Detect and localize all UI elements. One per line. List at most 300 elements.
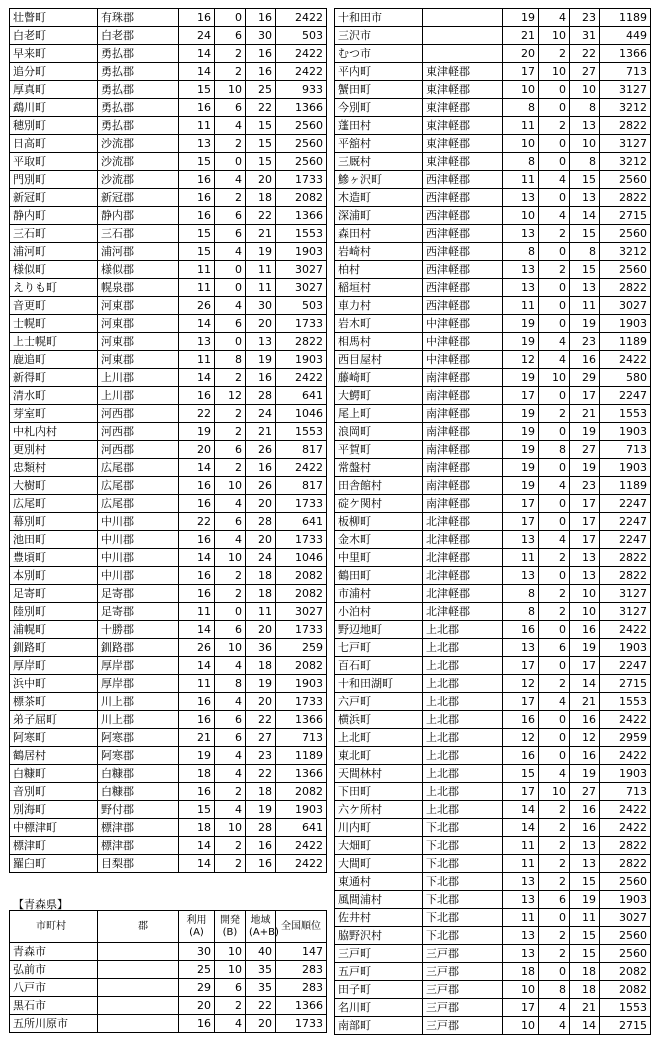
cell-usage: 14 <box>179 549 215 567</box>
cell-rank: 1733 <box>276 621 327 639</box>
cell-district: 西津軽郡 <box>423 261 503 279</box>
cell-region: 19 <box>246 675 276 693</box>
cell-usage: 17 <box>503 513 539 531</box>
cell-development: 4 <box>539 999 570 1017</box>
cell-district: 様似郡 <box>98 261 179 279</box>
cell-municipality: 中札内村 <box>10 423 98 441</box>
cell-region: 16 <box>246 9 276 27</box>
cell-development: 10 <box>215 819 246 837</box>
cell-region: 18 <box>246 783 276 801</box>
cell-development: 10 <box>539 369 570 387</box>
table-row <box>335 135 651 153</box>
cell-district: 阿寒郡 <box>98 747 179 765</box>
cell-development: 6 <box>215 621 246 639</box>
table-row <box>335 729 651 747</box>
cell-region: 22 <box>246 997 276 1015</box>
cell-usage: 16 <box>179 99 215 117</box>
table-row <box>335 639 651 657</box>
header-development: 開発(B) <box>215 911 246 943</box>
cell-district: 中川郡 <box>98 513 179 531</box>
table-row <box>335 945 651 963</box>
cell-rank: 2422 <box>276 459 327 477</box>
cell-district: 十勝郡 <box>98 621 179 639</box>
cell-municipality: 市浦村 <box>335 585 423 603</box>
cell-rank: 1366 <box>276 711 327 729</box>
cell-rank: 1189 <box>600 9 651 27</box>
cell-district: 川上郡 <box>98 711 179 729</box>
cell-rank: 2560 <box>276 153 327 171</box>
cell-development: 4 <box>539 693 570 711</box>
cell-region: 13 <box>570 837 600 855</box>
cell-municipality: 浦幌町 <box>10 621 98 639</box>
cell-development: 10 <box>215 961 246 979</box>
cell-development: 4 <box>215 531 246 549</box>
cell-development: 4 <box>215 657 246 675</box>
cell-rank: 2715 <box>600 207 651 225</box>
cell-district: 勇払郡 <box>98 81 179 99</box>
cell-rank: 3212 <box>600 99 651 117</box>
cell-rank: 1733 <box>276 1015 327 1033</box>
cell-usage: 14 <box>179 621 215 639</box>
cell-rank: 1046 <box>276 405 327 423</box>
cell-rank: 2082 <box>600 981 651 999</box>
cell-region: 19 <box>246 351 276 369</box>
cell-development: 2 <box>215 855 246 873</box>
cell-district: 三石郡 <box>98 225 179 243</box>
aomori-towns-table <box>334 8 651 1035</box>
cell-rank: 1903 <box>600 639 651 657</box>
cell-development: 8 <box>539 981 570 999</box>
cell-usage: 13 <box>503 639 539 657</box>
cell-district: 下北郡 <box>423 837 503 855</box>
table-row <box>335 369 651 387</box>
cell-municipality: 鰺ヶ沢町 <box>335 171 423 189</box>
aomori-cities-table-body <box>10 911 327 1033</box>
cell-municipality: むつ市 <box>335 45 423 63</box>
cell-usage: 16 <box>179 693 215 711</box>
cell-region: 14 <box>570 675 600 693</box>
cell-municipality: 白老町 <box>10 27 98 45</box>
table-row <box>10 261 327 279</box>
cell-rank: 283 <box>276 961 327 979</box>
cell-municipality: 大鰐町 <box>335 387 423 405</box>
cell-rank: 1366 <box>276 997 327 1015</box>
cell-district: 上北郡 <box>423 729 503 747</box>
cell-region: 27 <box>246 729 276 747</box>
cell-development: 2 <box>215 405 246 423</box>
table-row <box>335 567 651 585</box>
cell-region: 23 <box>570 9 600 27</box>
cell-usage: 19 <box>503 333 539 351</box>
cell-district: 広尾郡 <box>98 495 179 513</box>
cell-development: 0 <box>215 603 246 621</box>
cell-district: 上北郡 <box>423 675 503 693</box>
cell-district: 白糠郡 <box>98 783 179 801</box>
cell-municipality: 五戸町 <box>335 963 423 981</box>
cell-development: 4 <box>539 531 570 549</box>
cell-usage: 8 <box>503 99 539 117</box>
cell-rank: 641 <box>276 819 327 837</box>
table-row <box>10 603 327 621</box>
cell-district: 東津軽郡 <box>423 81 503 99</box>
cell-district: 勇払郡 <box>98 45 179 63</box>
cell-usage: 21 <box>503 27 539 45</box>
cell-rank: 1046 <box>276 549 327 567</box>
cell-development: 2 <box>215 45 246 63</box>
cell-development: 10 <box>215 549 246 567</box>
cell-district: 下北郡 <box>423 909 503 927</box>
cell-rank: 2715 <box>600 1017 651 1035</box>
cell-development: 0 <box>539 99 570 117</box>
cell-region: 16 <box>246 459 276 477</box>
table-row <box>335 459 651 477</box>
cell-region: 35 <box>246 961 276 979</box>
cell-rank: 817 <box>276 477 327 495</box>
cell-district: 上北郡 <box>423 801 503 819</box>
table-row <box>10 387 327 405</box>
cell-region: 18 <box>570 963 600 981</box>
cell-region: 18 <box>246 567 276 585</box>
cell-municipality: 中里町 <box>335 549 423 567</box>
cell-municipality: 釧路町 <box>10 639 98 657</box>
table-row <box>335 675 651 693</box>
cell-region: 10 <box>570 603 600 621</box>
cell-usage: 18 <box>179 819 215 837</box>
cell-region: 19 <box>570 639 600 657</box>
cell-development: 4 <box>539 171 570 189</box>
table-row <box>10 243 327 261</box>
cell-district: 河東郡 <box>98 333 179 351</box>
cell-region: 27 <box>570 783 600 801</box>
cell-district: 上北郡 <box>423 783 503 801</box>
cell-development: 2 <box>539 225 570 243</box>
cell-municipality: 中標津町 <box>10 819 98 837</box>
cell-rank: 933 <box>276 81 327 99</box>
table-row <box>335 783 651 801</box>
cell-rank: 503 <box>276 297 327 315</box>
cell-rank: 1903 <box>600 891 651 909</box>
table-row <box>10 153 327 171</box>
cell-district: 中津軽郡 <box>423 351 503 369</box>
cell-municipality: 清水町 <box>10 387 98 405</box>
cell-municipality: 早来町 <box>10 45 98 63</box>
table-row <box>10 855 327 873</box>
cell-municipality: 厚岸町 <box>10 657 98 675</box>
cell-development: 6 <box>215 27 246 45</box>
cell-rank: 259 <box>276 639 327 657</box>
cell-rank: 2082 <box>600 963 651 981</box>
cell-rank: 1903 <box>600 459 651 477</box>
cell-municipality: 大畑町 <box>335 837 423 855</box>
table-row <box>10 171 327 189</box>
cell-district: 西津軽郡 <box>423 243 503 261</box>
cell-district: 西津軽郡 <box>423 279 503 297</box>
cell-usage: 16 <box>503 747 539 765</box>
cell-district: 北津軽郡 <box>423 567 503 585</box>
cell-region: 22 <box>246 765 276 783</box>
cell-development: 4 <box>215 1015 246 1033</box>
cell-rank: 2560 <box>276 117 327 135</box>
cell-municipality: 十和田市 <box>335 9 423 27</box>
cell-region: 20 <box>246 495 276 513</box>
table-row <box>335 873 651 891</box>
cell-district: 下北郡 <box>423 855 503 873</box>
cell-municipality: 森田村 <box>335 225 423 243</box>
cell-rank: 2560 <box>600 261 651 279</box>
cell-region: 15 <box>246 135 276 153</box>
cell-region: 13 <box>570 549 600 567</box>
cell-usage: 18 <box>179 765 215 783</box>
cell-district: 中津軽郡 <box>423 333 503 351</box>
cell-usage: 19 <box>503 423 539 441</box>
cell-usage: 16 <box>179 9 215 27</box>
cell-district: 河東郡 <box>98 351 179 369</box>
cell-rank: 2082 <box>276 657 327 675</box>
cell-district: 上北郡 <box>423 639 503 657</box>
cell-rank: 2082 <box>276 585 327 603</box>
table-row <box>335 855 651 873</box>
cell-rank: 2082 <box>276 567 327 585</box>
cell-region: 16 <box>246 855 276 873</box>
cell-usage: 16 <box>179 477 215 495</box>
cell-district: 東津軽郡 <box>423 153 503 171</box>
cell-usage: 15 <box>179 153 215 171</box>
cell-rank: 3027 <box>276 279 327 297</box>
table-row <box>10 405 327 423</box>
table-row <box>335 603 651 621</box>
cell-rank: 2822 <box>600 837 651 855</box>
cell-municipality: 門別町 <box>10 171 98 189</box>
aomori-section-title: 【青森県】 <box>13 898 68 911</box>
cell-usage: 13 <box>503 279 539 297</box>
cell-municipality: 浜中町 <box>10 675 98 693</box>
cell-district <box>423 27 503 45</box>
cell-district <box>98 1015 179 1033</box>
cell-region: 36 <box>246 639 276 657</box>
cell-usage: 17 <box>503 495 539 513</box>
cell-rank: 817 <box>276 441 327 459</box>
cell-usage: 16 <box>179 387 215 405</box>
cell-municipality: 車力村 <box>335 297 423 315</box>
cell-municipality: 様似町 <box>10 261 98 279</box>
cell-usage: 11 <box>503 297 539 315</box>
cell-usage: 10 <box>503 207 539 225</box>
cell-district: 足寄郡 <box>98 603 179 621</box>
cell-municipality: 板柳町 <box>335 513 423 531</box>
table-row <box>335 747 651 765</box>
cell-region: 15 <box>570 873 600 891</box>
cell-municipality: 足寄町 <box>10 585 98 603</box>
cell-municipality: 川内町 <box>335 819 423 837</box>
cell-usage: 18 <box>503 963 539 981</box>
cell-region: 17 <box>570 495 600 513</box>
cell-municipality: 七戸町 <box>335 639 423 657</box>
cell-region: 22 <box>246 99 276 117</box>
table-row <box>335 405 651 423</box>
cell-rank: 2560 <box>600 927 651 945</box>
hokkaido-table <box>9 8 327 873</box>
cell-municipality: 鹿追町 <box>10 351 98 369</box>
cell-usage: 14 <box>179 657 215 675</box>
header-municipality: 市町村 <box>10 911 98 943</box>
cell-district: 下北郡 <box>423 873 503 891</box>
cell-usage: 13 <box>503 873 539 891</box>
cell-rank: 1903 <box>600 315 651 333</box>
cell-usage: 15 <box>179 225 215 243</box>
cell-usage: 16 <box>179 189 215 207</box>
cell-development: 2 <box>539 819 570 837</box>
cell-usage: 17 <box>503 63 539 81</box>
cell-municipality: 佐井村 <box>335 909 423 927</box>
cell-development: 0 <box>215 279 246 297</box>
cell-municipality: 羅臼町 <box>10 855 98 873</box>
cell-region: 28 <box>246 387 276 405</box>
cell-development: 8 <box>215 675 246 693</box>
table-row <box>10 279 327 297</box>
cell-region: 19 <box>246 801 276 819</box>
cell-development: 0 <box>539 621 570 639</box>
cell-development: 0 <box>539 243 570 261</box>
cell-municipality: 黒石市 <box>10 997 98 1015</box>
cell-usage: 10 <box>503 1017 539 1035</box>
cell-municipality: 風間浦村 <box>335 891 423 909</box>
cell-rank: 1903 <box>600 423 651 441</box>
cell-district: 西津軽郡 <box>423 297 503 315</box>
cell-municipality: 金木町 <box>335 531 423 549</box>
table-row <box>335 117 651 135</box>
cell-development: 4 <box>215 297 246 315</box>
cell-development: 0 <box>539 657 570 675</box>
table-row <box>335 1017 651 1035</box>
cell-district: 南津軽郡 <box>423 477 503 495</box>
cell-rank: 713 <box>600 441 651 459</box>
cell-municipality: 追分町 <box>10 63 98 81</box>
table-row <box>10 9 327 27</box>
cell-rank: 2422 <box>276 369 327 387</box>
cell-region: 10 <box>570 585 600 603</box>
cell-usage: 30 <box>179 943 215 961</box>
cell-usage: 11 <box>503 549 539 567</box>
cell-development: 10 <box>215 639 246 657</box>
cell-municipality: 下田町 <box>335 783 423 801</box>
cell-development: 0 <box>539 81 570 99</box>
cell-usage: 19 <box>179 423 215 441</box>
cell-development: 2 <box>215 189 246 207</box>
cell-district: 南津軽郡 <box>423 459 503 477</box>
table-row <box>335 657 651 675</box>
table-row <box>10 459 327 477</box>
cell-district: 上北郡 <box>423 711 503 729</box>
table-row <box>10 783 327 801</box>
cell-district: 上川郡 <box>98 387 179 405</box>
cell-rank: 1733 <box>276 315 327 333</box>
cell-rank: 1553 <box>600 693 651 711</box>
cell-rank: 2422 <box>600 621 651 639</box>
cell-region: 18 <box>246 585 276 603</box>
cell-municipality: 蟹田町 <box>335 81 423 99</box>
cell-usage: 10 <box>503 981 539 999</box>
cell-municipality: 大間町 <box>335 855 423 873</box>
cell-region: 20 <box>246 1015 276 1033</box>
cell-municipality: 標茶町 <box>10 693 98 711</box>
cell-region: 30 <box>246 297 276 315</box>
cell-region: 14 <box>570 207 600 225</box>
cell-usage: 17 <box>503 387 539 405</box>
cell-usage: 11 <box>503 909 539 927</box>
cell-development: 10 <box>215 81 246 99</box>
cell-district: 河東郡 <box>98 297 179 315</box>
table-row <box>335 207 651 225</box>
cell-development: 2 <box>539 873 570 891</box>
cell-district: 南津軽郡 <box>423 423 503 441</box>
cell-development: 6 <box>539 639 570 657</box>
cell-rank: 449 <box>600 27 651 45</box>
cell-municipality: 池田町 <box>10 531 98 549</box>
cell-usage: 16 <box>179 495 215 513</box>
header-region: 地域(A+B) <box>246 911 276 943</box>
cell-district: 野付郡 <box>98 801 179 819</box>
cell-region: 21 <box>570 693 600 711</box>
cell-usage: 10 <box>503 135 539 153</box>
cell-district: 有珠郡 <box>98 9 179 27</box>
cell-district: 浦河郡 <box>98 243 179 261</box>
cell-municipality: 穂別町 <box>10 117 98 135</box>
cell-rank: 1189 <box>276 747 327 765</box>
table-row <box>335 909 651 927</box>
cell-rank: 2422 <box>276 45 327 63</box>
cell-rank: 2560 <box>600 873 651 891</box>
cell-region: 20 <box>246 315 276 333</box>
cell-region: 26 <box>246 477 276 495</box>
cell-municipality: 本別町 <box>10 567 98 585</box>
cell-municipality: 白糠町 <box>10 765 98 783</box>
cell-rank: 2422 <box>276 837 327 855</box>
cell-region: 21 <box>246 423 276 441</box>
cell-usage: 13 <box>503 189 539 207</box>
cell-municipality: 忠類村 <box>10 459 98 477</box>
cell-development: 4 <box>539 9 570 27</box>
cell-municipality: 碇ケ関村 <box>335 495 423 513</box>
hokkaido-table-body <box>10 9 327 873</box>
cell-development: 4 <box>215 495 246 513</box>
cell-district: 北津軽郡 <box>423 513 503 531</box>
cell-region: 29 <box>570 369 600 387</box>
cell-district: 中川郡 <box>98 567 179 585</box>
cell-district <box>98 979 179 997</box>
cell-municipality: 更別村 <box>10 441 98 459</box>
cell-municipality: 今別町 <box>335 99 423 117</box>
cell-district: 上北郡 <box>423 765 503 783</box>
table-row <box>335 441 651 459</box>
table-row <box>10 567 327 585</box>
cell-rank: 1733 <box>276 495 327 513</box>
cell-usage: 22 <box>179 405 215 423</box>
cell-region: 22 <box>246 711 276 729</box>
cell-development: 2 <box>215 135 246 153</box>
cell-development: 8 <box>539 441 570 459</box>
cell-usage: 8 <box>503 585 539 603</box>
table-row <box>335 297 651 315</box>
cell-municipality: 上北町 <box>335 729 423 747</box>
cell-development: 2 <box>215 423 246 441</box>
cell-rank: 2822 <box>600 855 651 873</box>
cell-usage: 19 <box>503 441 539 459</box>
cell-municipality: 深浦町 <box>335 207 423 225</box>
cell-rank: 713 <box>600 63 651 81</box>
cell-usage: 24 <box>179 27 215 45</box>
cell-district: 南津軽郡 <box>423 495 503 513</box>
cell-rank: 580 <box>600 369 651 387</box>
